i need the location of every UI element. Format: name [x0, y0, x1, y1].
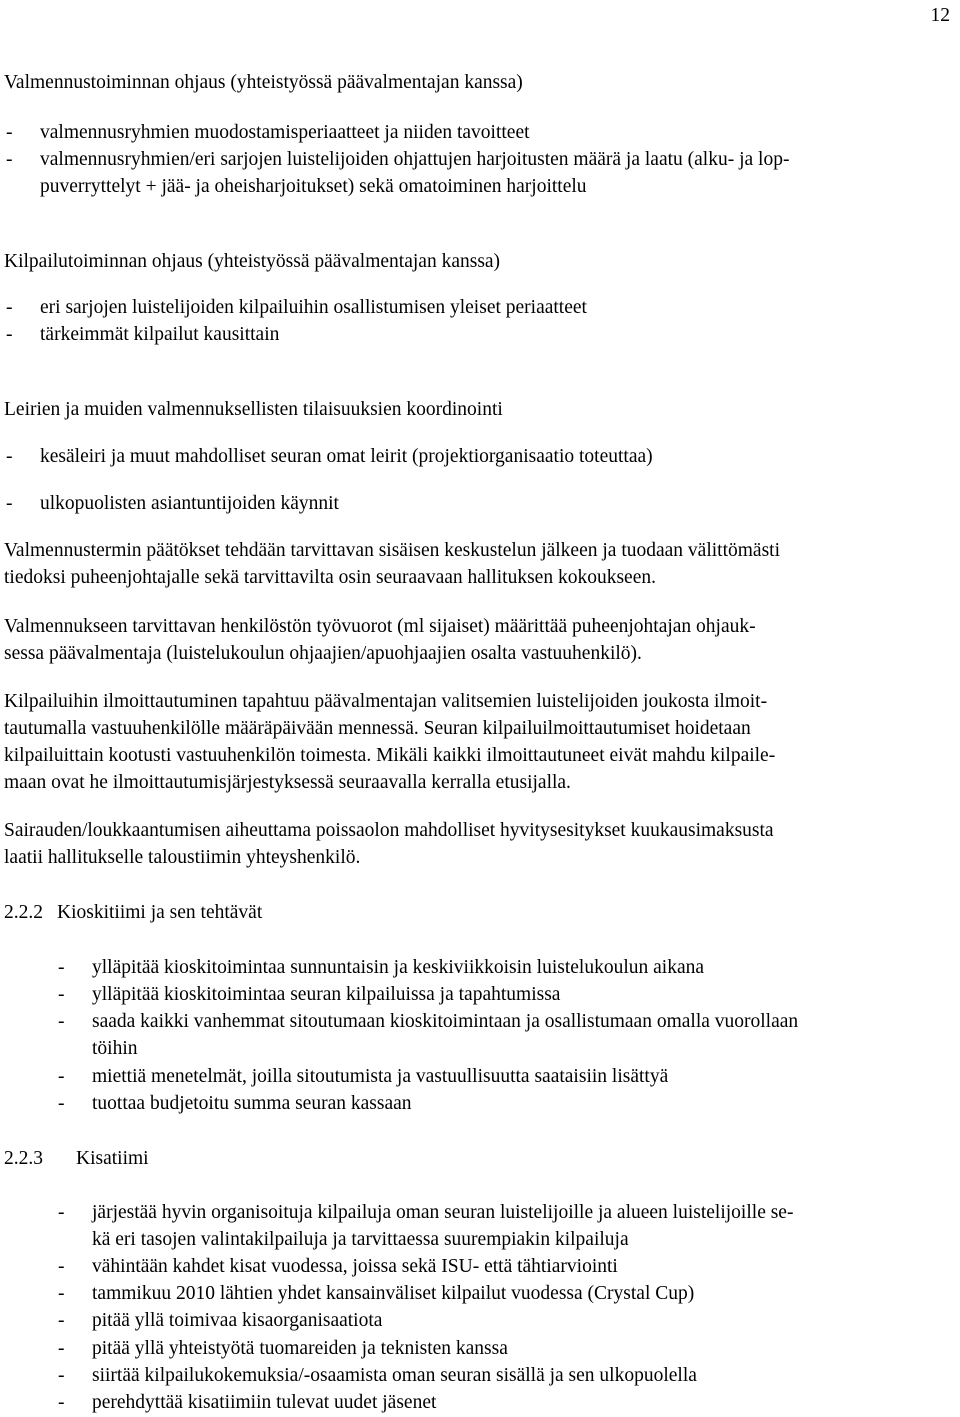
list-item-continuation: kä eri tasojen valintakilpailuja ja tarvittaessa suurempiakin kilpailuja — [92, 1229, 629, 1250]
list-dash: - — [58, 1338, 65, 1359]
paragraph-line: laatii hallitukselle taloustiimin yhteyshenkilö. — [4, 847, 361, 868]
paragraph-line: kilpailuittain kootusti vastuuhenkilön toimesta. Mikäli kaikki ilmoittautuneet eivät mahdu kilpaile- — [4, 745, 776, 766]
list-item: ylläpitää kioskitoimintaa seuran kilpailuissa ja tapahtumissa — [92, 984, 561, 1005]
list-item: kesäleiri ja muut mahdolliset seuran omat leirit (projektiorganisaatio toteuttaa) — [40, 446, 653, 467]
section-heading-valmennus: Valmennustoiminnan ohjaus (yhteistyössä päävalmentajan kanssa) — [4, 72, 523, 93]
list-item: tärkeimmät kilpailut kausittain — [40, 324, 280, 345]
list-item: saada kaikki vanhemmat sitoutumaan kioskitoimintaan ja osallistumaan omalla vuorollaan — [92, 1011, 799, 1032]
list-item: vähintään kahdet kisat vuodessa, joissa sekä ISU- että tähtiarviointi — [92, 1256, 618, 1277]
list-dash: - — [6, 493, 13, 514]
list-item: pitää yllä toimivaa kisaorganisaatiota — [92, 1310, 383, 1331]
list-item: tammikuu 2010 lähtien yhdet kansainväliset kilpailut vuodessa (Crystal Cup) — [92, 1283, 695, 1304]
list-dash: - — [58, 984, 65, 1005]
list-dash: - — [58, 1066, 65, 1087]
list-dash: - — [58, 1365, 65, 1386]
paragraph-line: Valmennukseen tarvittavan henkilöstön työvuorot (ml sijaiset) määrittää puheenjohtajan ohjauk- — [4, 616, 756, 637]
list-dash: - — [6, 122, 13, 143]
list-item: miettiä menetelmät, joilla sitoutumista ja vastuullisuutta saataisiin lisättyä — [92, 1066, 669, 1087]
paragraph-line: Valmennustermin päätökset tehdään tarvittavan sisäisen keskustelun jälkeen ja tuodaan välittömästi — [4, 540, 780, 561]
list-dash: - — [58, 1310, 65, 1331]
paragraph-line: Kilpailuihin ilmoittautuminen tapahtuu päävalmentajan valitsemien luistelijoiden joukosta ilmoit- — [4, 691, 768, 712]
list-dash: - — [58, 1011, 65, 1032]
paragraph-line: Sairauden/loukkaantumisen aiheuttama poissaolon mahdolliset hyvitysesitykset kuukausimaksusta — [4, 820, 774, 841]
list-dash: - — [6, 297, 13, 318]
list-dash: - — [6, 446, 13, 467]
list-dash: - — [6, 324, 13, 345]
section-title: Kioskitiimi ja sen tehtävät — [57, 902, 263, 923]
list-dash: - — [58, 1093, 65, 1114]
list-dash: - — [58, 957, 65, 978]
section-heading-kilpailu: Kilpailutoiminnan ohjaus (yhteistyössä päävalmentajan kanssa) — [4, 251, 501, 272]
list-dash: - — [6, 149, 13, 170]
list-item-continuation: töihin — [92, 1038, 138, 1059]
paragraph-line: maan ovat he ilmoittautumisjärjestyksessä seuraavalla kerralla etusijalla. — [4, 772, 571, 793]
list-item: järjestää hyvin organisoituja kilpailuja oman seuran luistelijoille ja alueen luistelijoille se- — [92, 1202, 794, 1223]
list-dash: - — [58, 1256, 65, 1277]
list-item: valmennusryhmien muodostamisperiaatteet ja niiden tavoitteet — [40, 122, 530, 143]
list-item: eri sarjojen luistelijoiden kilpailuihin osallistumisen yleiset periaatteet — [40, 297, 587, 318]
list-item: perehdyttää kisatiimiin tulevat uudet jäsenet — [92, 1392, 437, 1413]
section-title: Kisatiimi — [76, 1148, 149, 1169]
paragraph-line: sessa päävalmentaja (luistelukoulun ohjaajien/apuohjaajien osalta vastuuhenkilö). — [4, 643, 642, 664]
list-item: valmennusryhmien/eri sarjojen luistelijoiden ohjattujen harjoitusten määrä ja laatu (alku- ja lop- — [40, 149, 790, 170]
list-dash: - — [58, 1202, 65, 1223]
list-dash: - — [58, 1283, 65, 1304]
list-item: tuottaa budjetoitu summa seuran kassaan — [92, 1093, 412, 1114]
list-item: pitää yllä yhteistyötä tuomareiden ja teknisten kanssa — [92, 1338, 508, 1359]
page-number: 12 — [930, 5, 950, 26]
list-item-continuation: puverryttelyt + jää- ja oheisharjoitukset) sekä omatoiminen harjoittelu — [40, 176, 587, 197]
list-item: siirtää kilpailukokemuksia/-osaamista oman seuran sisällä ja sen ulkopuolella — [92, 1365, 697, 1386]
paragraph-line: tautumalla vastuuhenkilölle määräpäivään mennessä. Seuran kilpailuilmoittautumiset hoidetaan — [4, 718, 751, 739]
paragraph-line: tiedoksi puheenjohtajalle sekä tarvittavilta osin seuraavaan hallituksen kokoukseen. — [4, 567, 656, 588]
section-number: 2.2.3 — [4, 1148, 43, 1169]
list-item: ylläpitää kioskitoimintaa sunnuntaisin ja keskiviikkoisin luistelukoulun aikana — [92, 957, 705, 978]
list-item: ulkopuolisten asiantuntijoiden käynnit — [40, 493, 339, 514]
section-heading-leirit: Leirien ja muiden valmennuksellisten tilaisuuksien koordinointi — [4, 399, 503, 420]
section-number: 2.2.2 — [4, 902, 43, 923]
list-dash: - — [58, 1392, 65, 1413]
